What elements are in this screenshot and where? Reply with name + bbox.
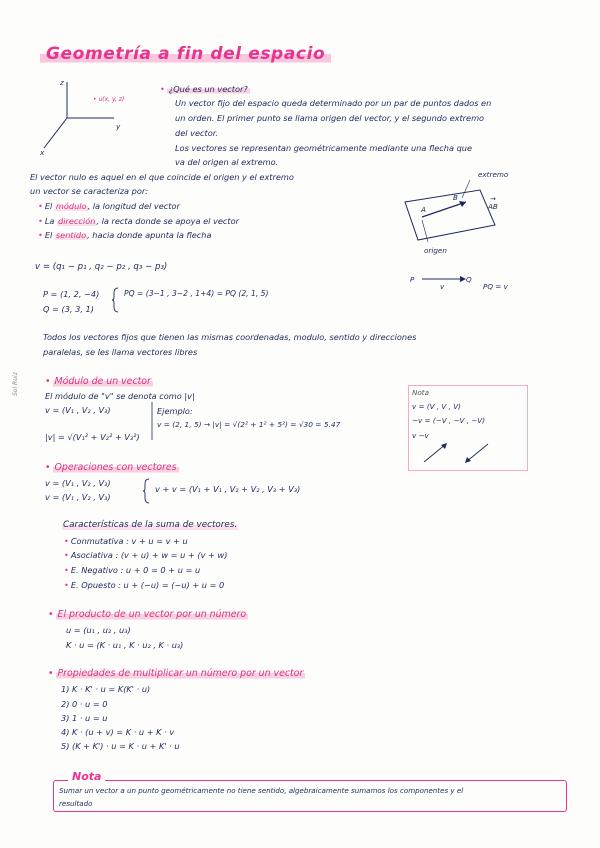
libres-line-1: Todos los vectores fijos que tienen las mismas coordenadas, modulo, sentido y direcciones — [43, 332, 417, 342]
final-nota-line-1: Sumar un vector a un punto geométricamente no tiene sentido, algebraicamente sumamos los componentes y el — [59, 786, 464, 795]
modulo-ejemplo-label: Ejemplo: — [157, 406, 193, 416]
modulo-v: v = (V₁ , V₂ , V₃) — [45, 405, 111, 415]
caract-modulo: • El módulo, la longitud del vector — [38, 201, 180, 211]
operaciones-v: v = (V₁ , V₂ , V₃) — [45, 492, 111, 502]
formula-v: v = (q₁ − p₁ , q₂ − p₂ , q₃ − p₃) — [35, 262, 168, 272]
operaciones-heading: • Operaciones con vectores — [45, 462, 177, 473]
pq-figure — [420, 274, 470, 284]
axis-x-label: x — [40, 148, 45, 157]
modulo-formula: |v| = √(V₁² + V₂² + V₃²) — [45, 432, 140, 442]
brace — [112, 287, 120, 313]
vector-figure-b: B — [453, 193, 458, 202]
vector-figure-a: A — [421, 205, 426, 214]
que-es-line-1: Un vector fijo del espacio queda determinado por un par de puntos dados en — [175, 98, 492, 108]
suma-item-2: • Asociativa : (v + u) + w = u + (v + w) — [64, 550, 228, 560]
vector-figure — [400, 180, 500, 250]
operaciones-sum: v + v = (V₁ + V₁ , V₂ + V₂ , V₃ + V₃) — [155, 484, 301, 494]
suma-item-4: • E. Opuesto : u + (−u) = (−u) + u = 0 — [64, 580, 225, 590]
libres-line-2: paralelas, se les llama vectores libres — [43, 347, 198, 357]
vector-nulo-line-2: un vector se caracteriza por: — [30, 186, 148, 196]
nota-box-line-3: v −v — [412, 431, 429, 440]
producto-line-2: K · u = (K · u₁ , K · u₂ , K · u₃) — [66, 640, 184, 650]
pq-figure-q: Q — [466, 275, 472, 284]
suma-item-3: • E. Negativo : u + 0 = 0 + u = u — [64, 565, 201, 575]
operaciones-u: v = (V₁ , V₂ , V₃) — [45, 478, 111, 488]
margin-note: Sol Ruiz — [12, 372, 19, 396]
pq-figure-v: v — [440, 282, 445, 291]
caract-sentido: • El sentido, hacia donde apunta la flecha — [38, 230, 212, 240]
producto-heading: • El producto de un vector por un número — [48, 609, 247, 620]
axis-y-label: y — [116, 122, 121, 131]
propiedad-5: 5) (K + K') · u = K · u + K' · u — [61, 741, 180, 751]
axis-z-label: z — [60, 78, 64, 87]
que-es-heading: • ¿Qué es un vector? — [160, 84, 248, 94]
que-es-line-5: va del origen al extremo. — [175, 157, 279, 167]
vector-figure-ab: → AB — [488, 202, 498, 211]
que-es-line-4: Los vectores se representan geométricamente mediante una flecha que — [175, 143, 473, 153]
nota-box-label: Nota — [412, 388, 429, 397]
axes-diagram — [40, 78, 130, 158]
propiedad-1: 1) K · K' · u = K(K' · u) — [61, 684, 151, 694]
suma-heading: Características de la suma de vectores. — [63, 520, 238, 530]
nota-box-arrows — [420, 440, 510, 466]
modulo-heading: • Módulo de un vector — [45, 376, 151, 387]
que-es-line-3: del vector. — [175, 128, 218, 138]
caract-direccion: • La dirección, la recta donde se apoya el vector — [38, 216, 239, 226]
modulo-line-1: El módulo de "v" se denota como |v| — [45, 391, 195, 401]
example-q: Q = (3, 3, 1) — [43, 304, 94, 314]
page-title: Geometría a fin del espacio — [40, 44, 331, 64]
final-nota-box — [53, 780, 567, 812]
final-nota-label: Nota — [68, 770, 105, 783]
propiedades-heading: • Propiedades de multiplicar un número por un vector — [48, 668, 304, 679]
producto-line-1: u = (u₁ , u₂ , u₃) — [66, 625, 131, 635]
vector-figure-extremo: extremo — [478, 170, 509, 179]
final-nota-line-2: resultado — [59, 799, 93, 808]
pq-figure-eq: PQ = v — [483, 282, 508, 291]
axis-point-label: • u(x, y, z) — [93, 96, 125, 103]
example-pq: PQ = (3−1 , 3−2 , 1+4) = PQ (2, 1, 5) — [124, 289, 269, 298]
example-p: P = (1, 2, −4) — [43, 289, 100, 299]
operaciones-brace — [143, 478, 151, 504]
suma-item-1: • Conmutativa : v + u = v + u — [64, 536, 188, 546]
modulo-ejemplo: v = (2, 1, 5) → |v| = √(2² + 1² + 5²) = √30 = 5.47 — [157, 420, 341, 429]
vector-figure-origen: origen — [424, 246, 447, 255]
vector-nulo-line-1: El vector nulo es aquel en el que coincide el origen y el extremo — [30, 172, 294, 182]
que-es-line-2: un orden. El primer punto se llama origen del vector, y el segundo extremo — [175, 113, 485, 123]
propiedad-4: 4) K · (u + v) = K · u + K · v — [61, 727, 175, 737]
pq-figure-p: P — [410, 275, 415, 284]
nota-box-line-1: v = (V , V , V) — [412, 402, 461, 411]
modulo-divider — [150, 402, 154, 440]
propiedad-2: 2) 0 · u = 0 — [61, 699, 108, 709]
nota-box-line-2: −v = (−V , −V , −V) — [412, 416, 486, 425]
propiedad-3: 3) 1 · u = u — [61, 713, 108, 723]
